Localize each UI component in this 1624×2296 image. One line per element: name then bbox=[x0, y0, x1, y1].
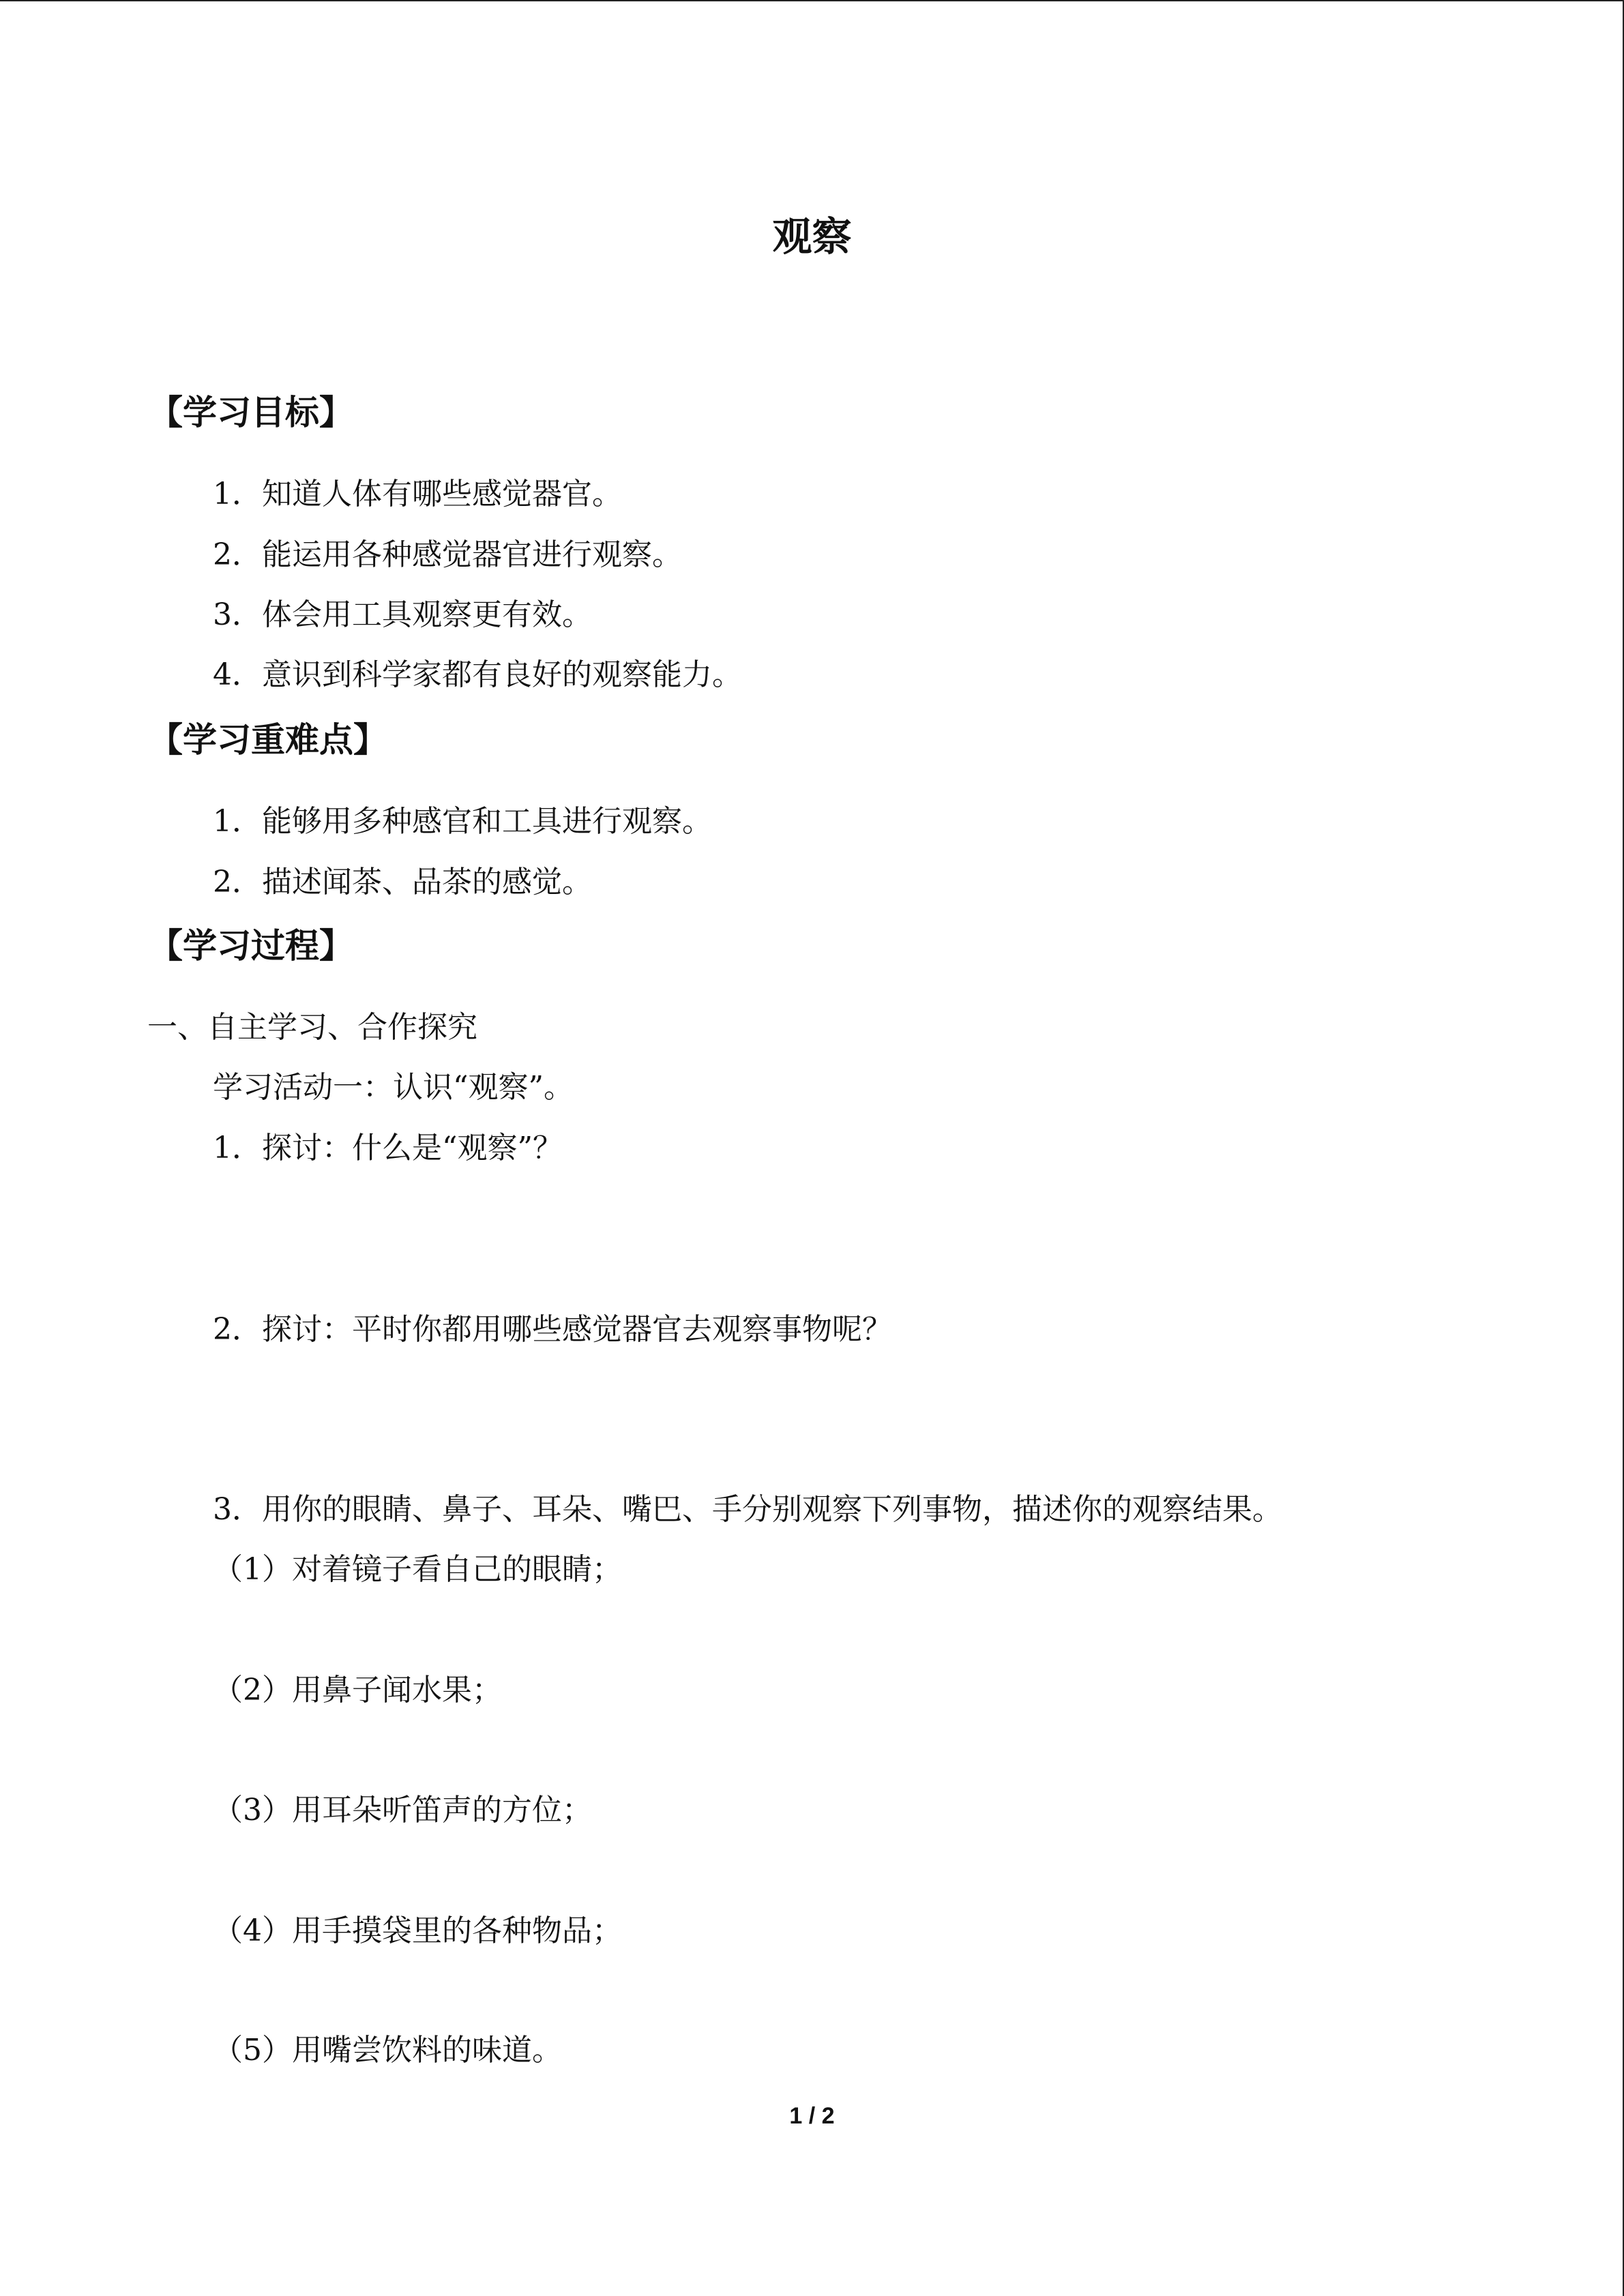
sub-item-2: （2）用鼻子闻水果； bbox=[213, 1673, 502, 1708]
goal-item-2: 2．能运用各种感觉器官进行观察。 bbox=[213, 537, 682, 572]
goal-item-1: 1．知道人体有哪些感觉器官。 bbox=[213, 477, 622, 511]
activity-1-label: 学习活动一：认识“观察”。 bbox=[213, 1070, 574, 1105]
key-point-item-2: 2．描述闻茶、品茶的感觉。 bbox=[213, 865, 592, 899]
page-number: 1 / 2 bbox=[789, 2103, 835, 2129]
document-title: 观察 bbox=[772, 213, 852, 260]
question-3: 3．用你的眼睛、鼻子、耳朵、嘴巴、手分别观察下列事物，描述你的观察结果。 bbox=[213, 1492, 1282, 1527]
heading-learning-process: 【学习过程】 bbox=[149, 926, 353, 966]
sub-item-3: （3）用耳朵听笛声的方位； bbox=[213, 1793, 592, 1828]
sub-item-5: （5）用嘴尝饮料的味道。 bbox=[213, 2033, 562, 2068]
question-2: 2．探讨：平时你都用哪些感觉器官去观察事物呢？ bbox=[213, 1312, 892, 1347]
sub-item-4: （4）用手摸袋里的各种物品； bbox=[213, 1913, 622, 1948]
process-part-1: 一、自主学习、合作探究 bbox=[147, 1010, 477, 1045]
page-top-border bbox=[0, 0, 1624, 1]
goal-item-3: 3．体会用工具观察更有效。 bbox=[213, 597, 592, 632]
key-point-item-1: 1．能够用多种感官和工具进行观察。 bbox=[213, 804, 712, 839]
goal-item-4: 4．意识到科学家都有良好的观察能力。 bbox=[213, 657, 742, 692]
heading-key-points: 【学习重难点】 bbox=[149, 720, 387, 760]
heading-learning-goals: 【学习目标】 bbox=[149, 393, 353, 432]
question-1: 1．探讨：什么是“观察”？ bbox=[213, 1131, 563, 1165]
sub-item-1: （1）对着镜子看自己的眼睛； bbox=[213, 1552, 622, 1587]
